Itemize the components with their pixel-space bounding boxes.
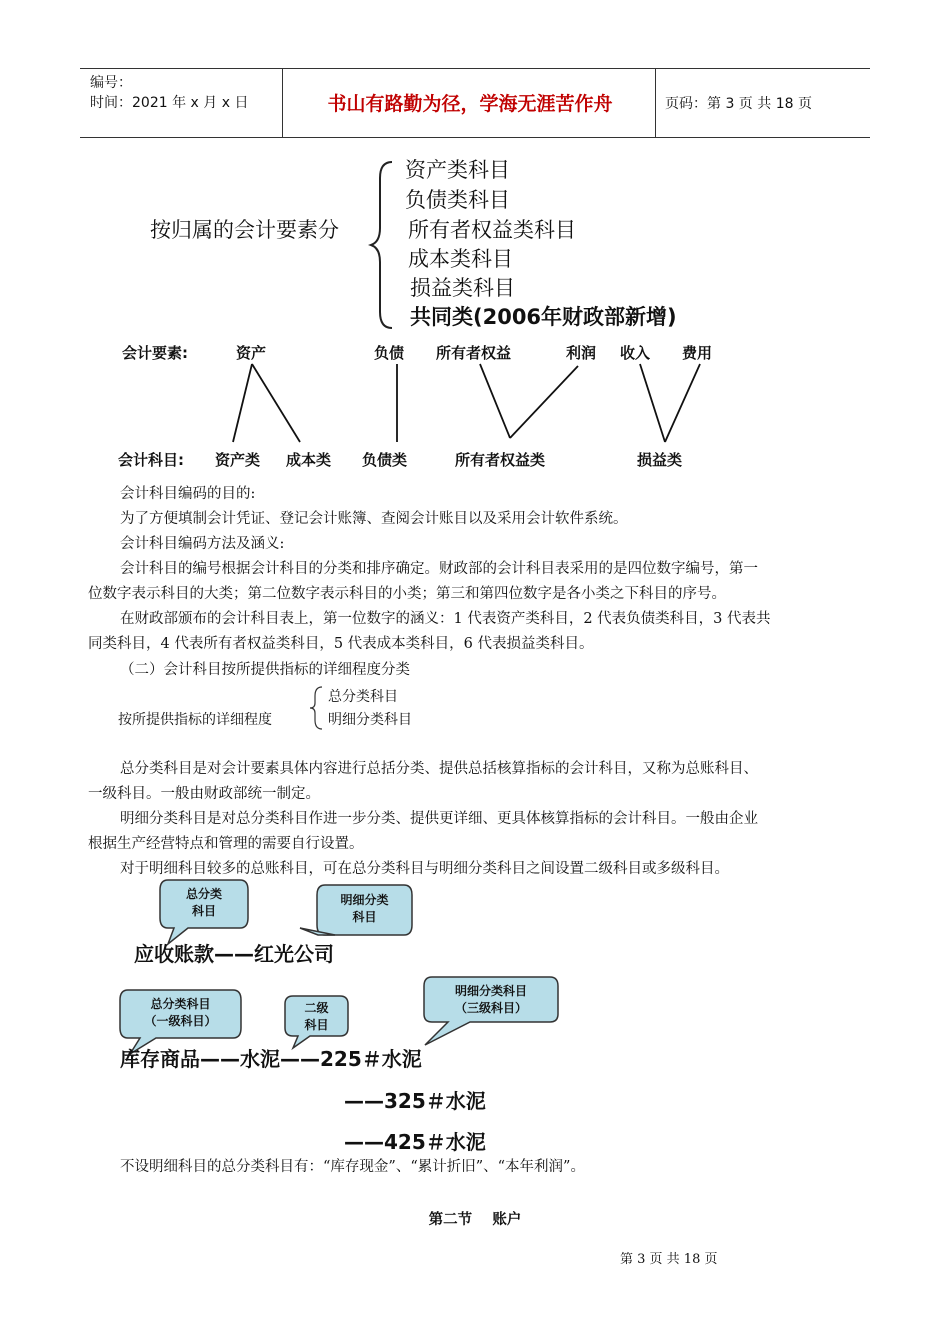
bubble-general-ledger-level1: 总分类科目 （一级科目） bbox=[144, 997, 217, 1028]
classification1-label: 按归属的会计要素分 bbox=[150, 218, 339, 242]
time-label: 时间：2021 年 x 月 x 日 bbox=[90, 95, 249, 111]
bubble-general-ledger: 总分类 科目 bbox=[185, 887, 222, 918]
element-liability: 负债 bbox=[374, 344, 405, 362]
para-text: 不设明细科目的总分类科目有：“库存现金”、“累计折旧”、“本年利润”。 bbox=[120, 1159, 585, 1175]
para-text: 在财政部颁布的会计科目表上，第一位数字的涵义：1 代表资产类科目，2 代表负债类科目，3 代表共 bbox=[120, 611, 771, 627]
subject-liability: 负债类 bbox=[362, 451, 408, 469]
element-income: 收入 bbox=[620, 344, 651, 362]
class1-item: 成本类科目 bbox=[408, 247, 513, 271]
para-text: 会计科目编码方法及涵义: bbox=[120, 536, 285, 552]
header-page-number: 页码：第 3 页 共 18 页 bbox=[665, 96, 812, 112]
number-label: 编号： bbox=[90, 75, 132, 91]
example2-line3: ——425＃水泥 bbox=[344, 1130, 486, 1154]
class1-item: 损益类科目 bbox=[410, 276, 515, 300]
class2-item: 总分类科目 bbox=[328, 689, 398, 705]
class2-item: 明细分类科目 bbox=[328, 712, 412, 728]
subject-equity: 所有者权益类 bbox=[455, 451, 546, 469]
subject-cost: 成本类 bbox=[286, 451, 332, 469]
class1-item: 资产类科目 bbox=[405, 158, 510, 182]
section-subheading: （二）会计科目按所提供指标的详细程度分类 bbox=[120, 662, 410, 678]
para-text: 明细分类科目是对总分类科目作进一步分类、提供更详细、更具体核算指标的会计科目。一般由企业 bbox=[120, 811, 758, 827]
element-expense: 费用 bbox=[682, 344, 713, 362]
class1-item: 所有者权益类科目 bbox=[408, 218, 576, 242]
classification2-label: 按所提供指标的详细程度 bbox=[118, 712, 272, 728]
subject-asset: 资产类 bbox=[215, 451, 261, 469]
header-motto: 书山有路勤为径，学海无涯苦作舟 bbox=[327, 93, 613, 115]
para-text: 会计科目编码的目的: bbox=[120, 486, 256, 502]
example2-line1: 库存商品——水泥——225＃水泥 bbox=[120, 1047, 422, 1071]
bubble-second-level: 二级 科目 bbox=[304, 1001, 329, 1032]
para-text: 一级科目。一般由财政部统一制定。 bbox=[88, 786, 320, 802]
element-asset: 资产 bbox=[236, 344, 267, 362]
example2-line2: ——325＃水泥 bbox=[344, 1089, 486, 1113]
para-text: 根据生产经营特点和管理的需要自行设置。 bbox=[88, 836, 364, 852]
section-title: 第二节 账户 bbox=[428, 1211, 522, 1228]
para-text: 总分类科目是对会计要素具体内容进行总括分类、提供总括核算指标的会计科目，又称为总账科目、 bbox=[120, 761, 758, 777]
para-text: 同类科目，4 代表所有者权益类科目，5 代表成本类科目，6 代表损益类科目。 bbox=[88, 636, 594, 652]
para-text: 为了方便填制会计凭证、登记会计账簿、查阅会计账目以及采用会计软件系统。 bbox=[120, 511, 628, 527]
para-text: 对于明细科目较多的总账科目，可在总分类科目与明细分类科目之间设置二级科目或多级科目。 bbox=[120, 861, 729, 877]
para-text: 会计科目的编号根据会计科目的分类和排序确定。财政部的会计科目表采用的是四位数字编号，第一 bbox=[120, 561, 758, 577]
page-footer: 第 3 页 共 18 页 bbox=[620, 1252, 718, 1267]
bubble-detail-ledger: 明细分类 科目 bbox=[340, 893, 389, 924]
para-text: 位数字表示科目的大类；第二位数字表示科目的小类；第三和第四位数字是各小类之下科目的序号。 bbox=[88, 586, 726, 602]
class1-item: 共同类(2006年财政部新增) bbox=[410, 305, 677, 329]
subjects-label: 会计科目: bbox=[118, 451, 184, 469]
example1-line: 应收账款——红光公司 bbox=[134, 942, 334, 966]
element-equity: 所有者权益 bbox=[436, 344, 512, 362]
bubble-third-level: 明细分类科目 （三级科目） bbox=[454, 984, 527, 1015]
subject-pl: 损益类 bbox=[637, 451, 683, 469]
elements-label: 会计要素: bbox=[122, 344, 188, 362]
class1-item: 负债类科目 bbox=[405, 188, 510, 212]
element-profit: 利润 bbox=[566, 344, 597, 362]
